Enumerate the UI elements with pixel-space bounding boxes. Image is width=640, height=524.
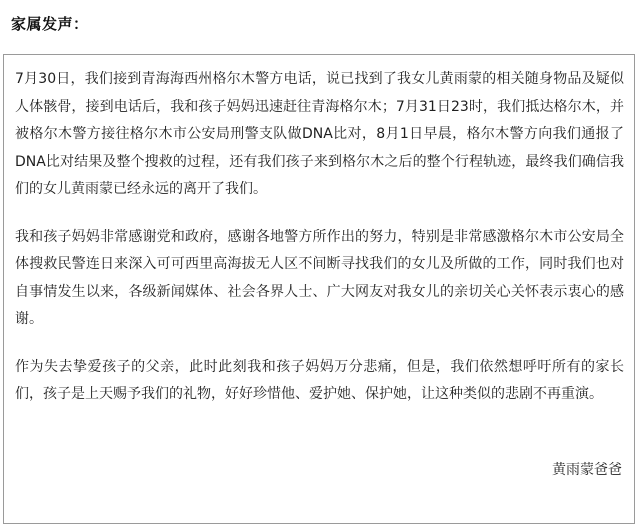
signature: 黄雨蒙爸爸 (552, 462, 622, 478)
page-title: 家属发声： (11, 15, 89, 33)
statement-paragraph-3: 作为失去挚爱孩子的父亲，此时此刻我和孩子妈妈万分悲痛，但是，我们依然想呼吁所有的家长们，孩子是上天赐予我们的礼物，好好珍惜他、爱护她、保护她，让这种类似的悲剧不再重演。 (15, 358, 624, 402)
statement-paragraph-1: 7月30日，我们接到青海海西州格尔木警方电话，说已找到了我女儿黄雨蒙的相关随身物品及疑似人体骸骨，接到电话后，我和孩子妈妈迅速赶往青海格尔木；7月31日23时，我们抵达格尔木，并被格尔木警方接往格尔木市公安局刑警支队做DNA比对，8月1日早晨，格尔木警方向我们通报了DNA比对结果及整个搜救的过程，还有我们孩子来到格尔木之后的整个行程轨迹，最终我们确信我们的女儿黄雨蒙已经永远的离开了我们。 (15, 71, 624, 197)
header (0, 0, 640, 54)
statement-box (3, 54, 635, 524)
statement-paragraph-2: 我和孩子妈妈非常感谢党和政府，感谢各地警方所作出的努力，特别是非常感激格尔木市公安局全体搜救民警连日来深入可可西里高海拔无人区不间断寻找我们的女儿及所做的工作，同时我们也对自事情发生以来，各级新闻媒体、社会各界人士、广大网友对我女儿的亲切关心关怀表示衷心的感谢。 (15, 228, 624, 327)
